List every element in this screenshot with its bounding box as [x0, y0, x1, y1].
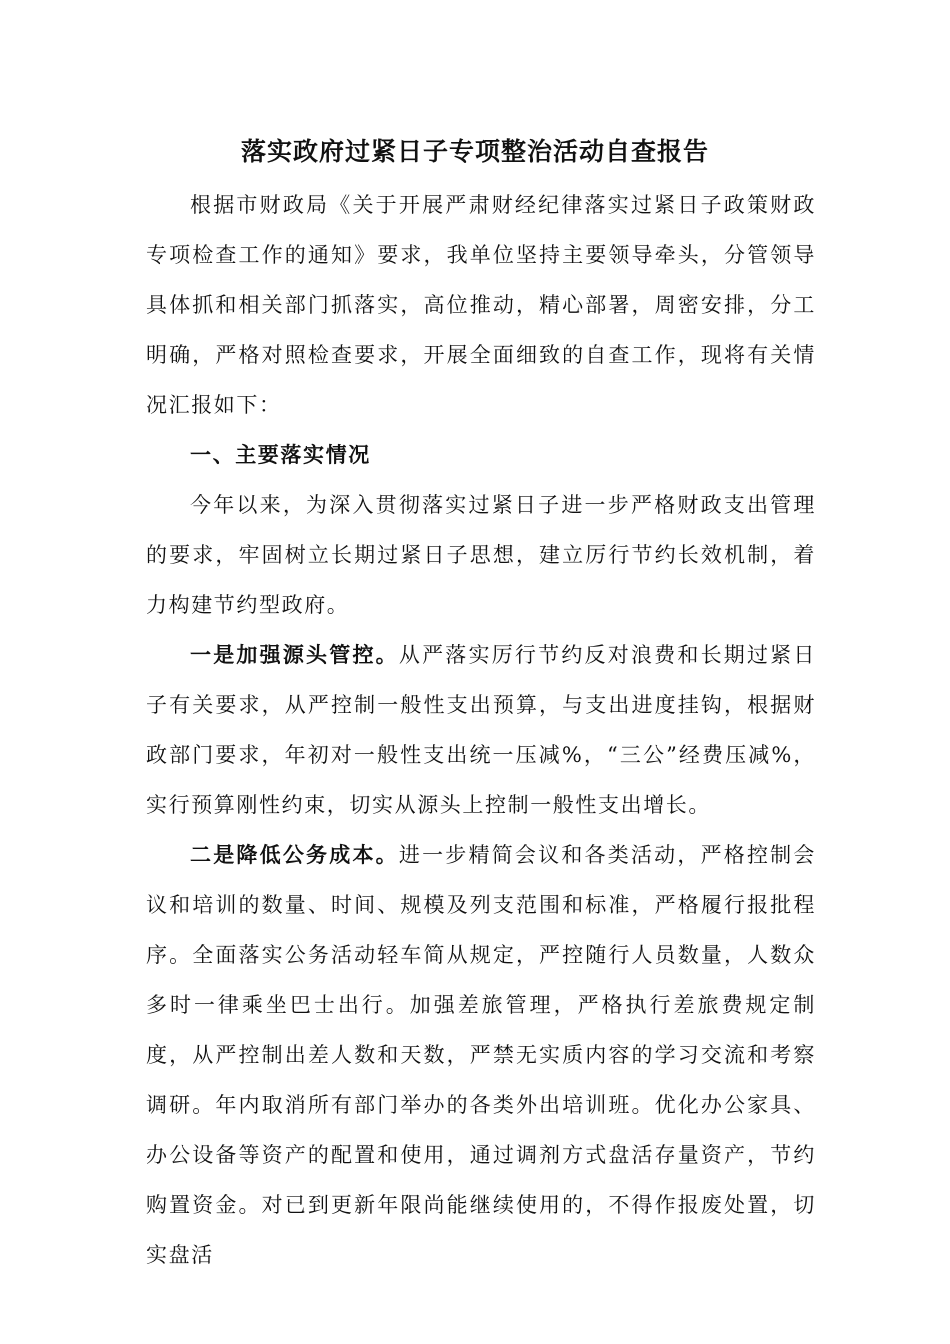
item-two-text: 进一步精简会议和各类活动，严格控制会议和培训的数量、时间、规模及列支范围和标准，严格履行报批程序。全面落实公务活动轻车简从规定，严控随行人员数量，人数众多时一律乘坐巴士出行。加强差旅管理，严格执行差旅费规定制度，从严控制出差人数和天数，严禁无实质内容的学习交流和考察调研。年内取消所有部门举办的各类外出培训班。优化办公家具、办公设备等资产的配置和使用，通过调剂方式盘活存量资产，节约购置资金。对已到更新年限尚能继续使用的，不得作报废处置，切实盘活 [146, 843, 816, 1267]
item-one-lead: 一是加强源头管控。 [190, 642, 399, 667]
item-one-text: 从严落实厉行节约反对浪费和长期过紧日子有关要求，从严控制一般性支出预算，与支出进度挂钩，根据财政部门要求，年初对一般性支出统一压减%，“三公”经费压减%，实行预算刚性约束，切实从源头上控制一般性支出增长。 [146, 643, 816, 817]
item-two-lead: 二是降低公务成本。 [190, 842, 399, 867]
intro-paragraph: 根据市财政局《关于开展严肃财经纪律落实过紧日子政策财政专项检查工作的通知》要求，我单位坚持主要领导牵头，分管领导具体抓和相关部门抓落实，高位推动，精心部署，周密安排，分工明确，严格对照检查要求，开展全面细致的自查工作，现将有关情况汇报如下： [146, 193, 816, 417]
item-one-paragraph [146, 630, 816, 830]
section-intro-paragraph: 今年以来，为深入贯彻落实过紧日子进一步严格财政支出管理的要求，牢固树立长期过紧日子思想，建立厉行节约长效机制，着力构建节约型政府。 [146, 493, 816, 617]
document-body [146, 180, 816, 1280]
item-two-paragraph [146, 830, 816, 1280]
section-heading: 一、主要落实情况 [190, 442, 371, 467]
document-title: 落实政府过紧日子专项整治活动自查报告 [240, 137, 709, 166]
